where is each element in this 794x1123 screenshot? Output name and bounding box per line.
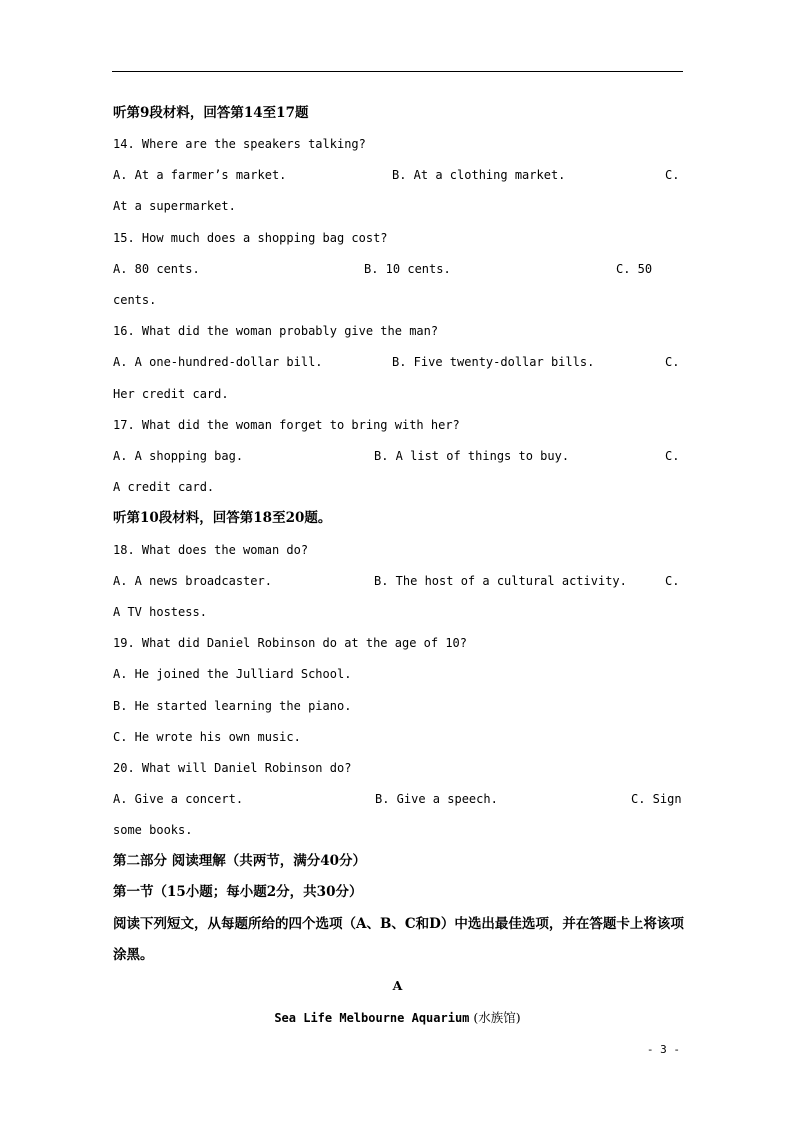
q19-option-a: A. He joined the Julliard School.: [113, 667, 352, 681]
q16-option-b: B. Five twenty-dollar bills.: [392, 355, 595, 369]
part2-section1: 第一节（15小题；每小题2分，共30分）: [113, 884, 363, 900]
passage-label: A: [392, 978, 403, 993]
question-15: 15. How much does a shopping bag cost?: [113, 231, 388, 245]
question-18: 18. What does the woman do?: [113, 543, 309, 557]
q20-option-b: B. Give a speech.: [375, 792, 498, 806]
q17-option-b: B. A list of things to buy.: [374, 449, 570, 463]
passage-title-cn: (水族馆): [473, 1010, 521, 1025]
q14-option-b: B. At a clothing market.: [392, 168, 566, 182]
q17-option-c-label: C.: [665, 449, 680, 463]
q14-option-a: A. At a farmer’s market.: [113, 168, 287, 182]
q17-option-a: A. A shopping bag.: [113, 449, 244, 463]
part2-instructions-line1: 阅读下列短文，从每题所给的四个选项（A、B、C和D）中选出最佳选项，并在答题卡上将该项: [113, 916, 684, 932]
q17-option-c-text: A credit card.: [113, 480, 215, 494]
q18-option-b: B. The host of a cultural activity.: [374, 574, 627, 588]
section10-heading: 听第10段材料，回答第18至20题。: [113, 510, 332, 526]
question-17: 17. What did the woman forget to bring with her?: [113, 418, 460, 432]
q20-option-c-label: C. Sign: [631, 792, 682, 806]
q16-option-c-text: Her credit card.: [113, 387, 229, 401]
q15-option-b: B. 10 cents.: [364, 262, 451, 276]
passage-title-en: Sea Life Melbourne Aquarium: [274, 1011, 470, 1025]
part2-heading: 第二部分 阅读理解（共两节，满分40分）: [113, 853, 366, 869]
header-rule: [112, 71, 683, 72]
passage-title: [112, 1010, 683, 1026]
q20-option-c-text: some books.: [113, 823, 193, 837]
q18-option-c-label: C.: [665, 574, 680, 588]
part2-instructions-line2: 涂黑。: [113, 947, 154, 963]
q14-option-c-label: C.: [665, 168, 680, 182]
q14-option-c-text: At a supermarket.: [113, 199, 236, 213]
question-16: 16. What did the woman probably give the man?: [113, 324, 439, 338]
q18-option-a: A. A news broadcaster.: [113, 574, 272, 588]
q15-option-c-text: cents.: [113, 293, 157, 307]
q15-option-a: A. 80 cents.: [113, 262, 200, 276]
page-number: - 3 -: [646, 1043, 680, 1056]
section9-heading: 听第9段材料，回答第14至17题: [113, 105, 309, 121]
q18-option-c-text: A TV hostess.: [113, 605, 207, 619]
question-20: 20. What will Daniel Robinson do?: [113, 761, 352, 775]
question-14: 14. Where are the speakers talking?: [113, 137, 366, 151]
q15-option-c-label: C. 50: [616, 262, 653, 276]
q19-option-b: B. He started learning the piano.: [113, 699, 352, 713]
q20-option-a: A. Give a concert.: [113, 792, 244, 806]
q19-option-c: C. He wrote his own music.: [113, 730, 301, 744]
q16-option-c-label: C.: [665, 355, 680, 369]
q16-option-a: A. A one-hundred-dollar bill.: [113, 355, 323, 369]
question-19: 19. What did Daniel Robinson do at the age of 10?: [113, 636, 468, 650]
